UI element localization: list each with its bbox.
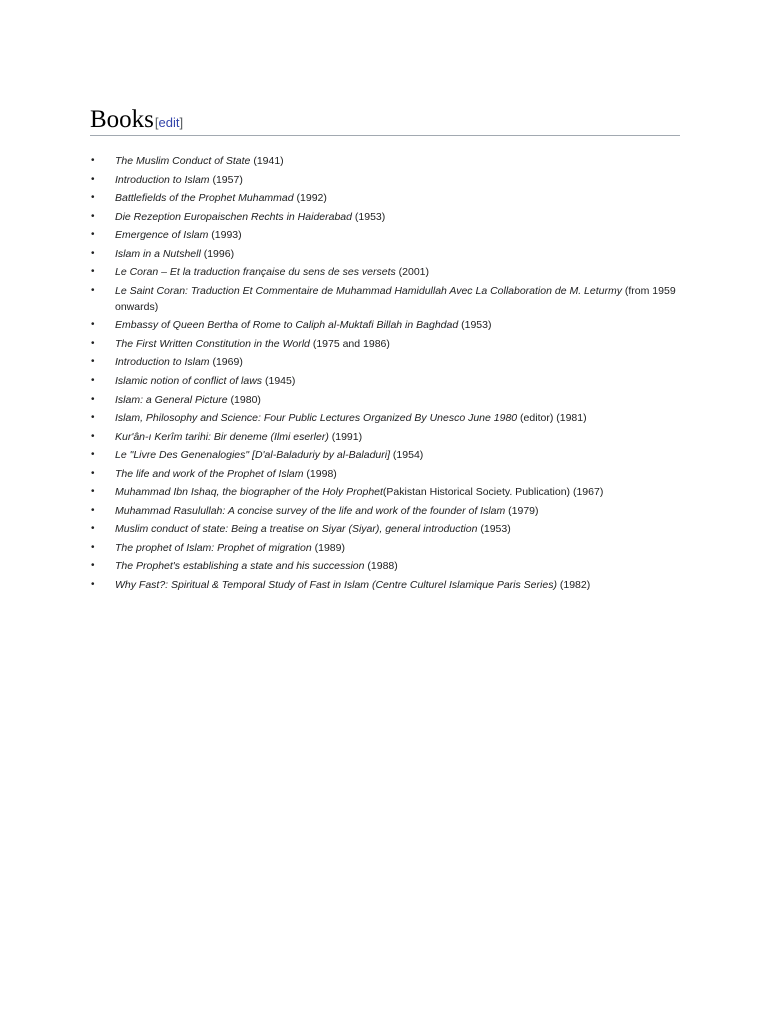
list-item	[90, 521, 680, 537]
section-title: Books	[90, 106, 154, 133]
list-item	[90, 484, 680, 500]
bullet-icon: •	[91, 393, 95, 405]
bullet-icon: •	[91, 266, 95, 278]
list-item	[90, 336, 680, 352]
bullet-icon: •	[91, 541, 95, 553]
book-details: (1988)	[364, 560, 398, 573]
book-title: Le Coran – Et la traduction française du sens de ses versets	[115, 266, 396, 279]
bullet-icon: •	[91, 155, 95, 166]
book-title: Le Saint Coran: Traduction Et Commentaire de Muhammad Hamidullah Avec La Collaboration de M. Leturmy	[115, 284, 622, 297]
bullet-icon: •	[91, 430, 95, 442]
book-title: Why Fast?: Spiritual & Temporal Study of Fast in Islam (Centre Culturel Islamique Paris Series)	[115, 579, 557, 592]
bullet-icon: •	[91, 579, 95, 591]
bullet-icon: •	[91, 229, 95, 241]
book-details: (1945)	[262, 375, 296, 388]
book-title: Le "Livre Des Genenalogies" [D'al-Baladuriy by al-Baladuri]	[115, 449, 391, 462]
book-title: The Prophet's establishing a state and his succession	[115, 560, 365, 573]
list-item	[90, 540, 680, 556]
section-heading	[90, 104, 680, 136]
book-title: Islam: a General Picture	[115, 393, 228, 406]
book-title: Introduction to Islam	[115, 356, 210, 369]
list-item	[90, 466, 680, 482]
book-details: (1941)	[250, 155, 284, 167]
bullet-icon: •	[91, 486, 95, 498]
book-details: (1953)	[351, 210, 386, 223]
bullet-icon: •	[91, 412, 95, 424]
book-title: Islamic notion of conflict of laws	[115, 375, 263, 388]
book-details: (1953)	[458, 319, 492, 332]
book-details: (1954)	[390, 449, 424, 462]
book-details: (1975 and 1986)	[309, 337, 390, 350]
list-item	[90, 558, 680, 574]
list-item	[90, 410, 680, 426]
list-item	[90, 172, 680, 188]
book-title: The Muslim Conduct of State	[115, 155, 251, 167]
book-details: (from 1959 onwards)	[115, 284, 676, 313]
book-title: Muslim conduct of state: Being a treatise on Siyar (Siyar), general introduction	[115, 523, 478, 536]
bullet-icon: •	[91, 284, 95, 296]
list-item	[90, 227, 680, 243]
bullet-icon: •	[91, 523, 95, 535]
book-details: (editor) (1981)	[517, 412, 587, 425]
edit-section	[155, 115, 183, 130]
list-item	[90, 153, 680, 169]
book-title: The life and work of the Prophet of Islam	[115, 467, 304, 480]
bullet-icon: •	[91, 356, 95, 368]
list-item	[90, 577, 680, 593]
bullet-icon: •	[91, 337, 95, 349]
bullet-icon: •	[91, 560, 95, 572]
book-details: (1982)	[556, 579, 591, 592]
book-details: (2001)	[395, 266, 430, 279]
book-title: Die Rezeption Europaischen Rechts in Haiderabad	[115, 210, 352, 223]
list-item	[90, 373, 680, 389]
book-details: (1980)	[227, 393, 261, 406]
book-details: (1953)	[477, 523, 511, 536]
book-details: (1979)	[505, 504, 539, 517]
book-title: The First Written Constitution in the World	[115, 337, 310, 350]
book-title: The prophet of Islam: Prophet of migration	[115, 541, 312, 554]
book-title: Kur'ân-ı Kerîm tarihi: Bir deneme (Ilmi eserler)	[115, 430, 329, 443]
book-title: Introduction to Islam	[115, 173, 210, 186]
book-title: Muhammad Ibn Ishaq, the biographer of the Holy Prophet	[115, 486, 383, 499]
bullet-icon: •	[91, 375, 95, 387]
book-details: (1993)	[208, 229, 242, 242]
list-item	[90, 392, 680, 408]
book-details: (1996)	[200, 247, 235, 260]
list-item	[90, 354, 680, 370]
bullet-icon: •	[91, 504, 95, 516]
book-details: (1989)	[311, 541, 345, 554]
book-details: (1992)	[293, 192, 327, 205]
edit-bracket-close: ]	[179, 115, 184, 130]
book-details: (1998)	[303, 467, 337, 480]
list-item	[90, 317, 680, 333]
list-item	[90, 246, 680, 262]
bullet-icon: •	[91, 319, 95, 331]
book-list	[90, 153, 680, 596]
list-item	[90, 503, 680, 519]
book-title: Muhammad Rasulullah: A concise survey of the life and work of the founder of Islam	[115, 504, 506, 517]
list-item	[90, 209, 680, 225]
list-item	[90, 447, 680, 463]
bullet-icon: •	[91, 210, 95, 222]
book-title: Islam in a Nutshell	[115, 247, 201, 260]
book-title: Battlefields of the Prophet Muhammad	[115, 192, 294, 205]
bullet-icon: •	[91, 449, 95, 461]
book-title: Islam, Philosophy and Science: Four Public Lectures Organized By Unesco June 1980	[115, 412, 518, 425]
bullet-icon: •	[91, 467, 95, 479]
list-item	[90, 264, 680, 280]
book-details: (1957)	[209, 173, 243, 186]
bullet-icon: •	[91, 173, 95, 185]
edit-link[interactable]: edit	[158, 115, 180, 130]
edit-bracket-open: [	[154, 115, 159, 130]
bullet-icon: •	[91, 192, 95, 204]
book-title: Embassy of Queen Bertha of Rome to Caliph al-Muktafi Billah in Baghdad	[115, 319, 459, 332]
book-title: Emergence of Islam	[115, 229, 209, 242]
book-details: (1991)	[328, 430, 363, 443]
list-item	[90, 429, 680, 445]
list-item	[90, 283, 680, 315]
book-details: (1969)	[209, 356, 243, 369]
book-details: (Pakistan Historical Society. Publication) (1967)	[382, 486, 604, 499]
list-item	[90, 190, 680, 206]
bullet-icon: •	[91, 247, 95, 259]
